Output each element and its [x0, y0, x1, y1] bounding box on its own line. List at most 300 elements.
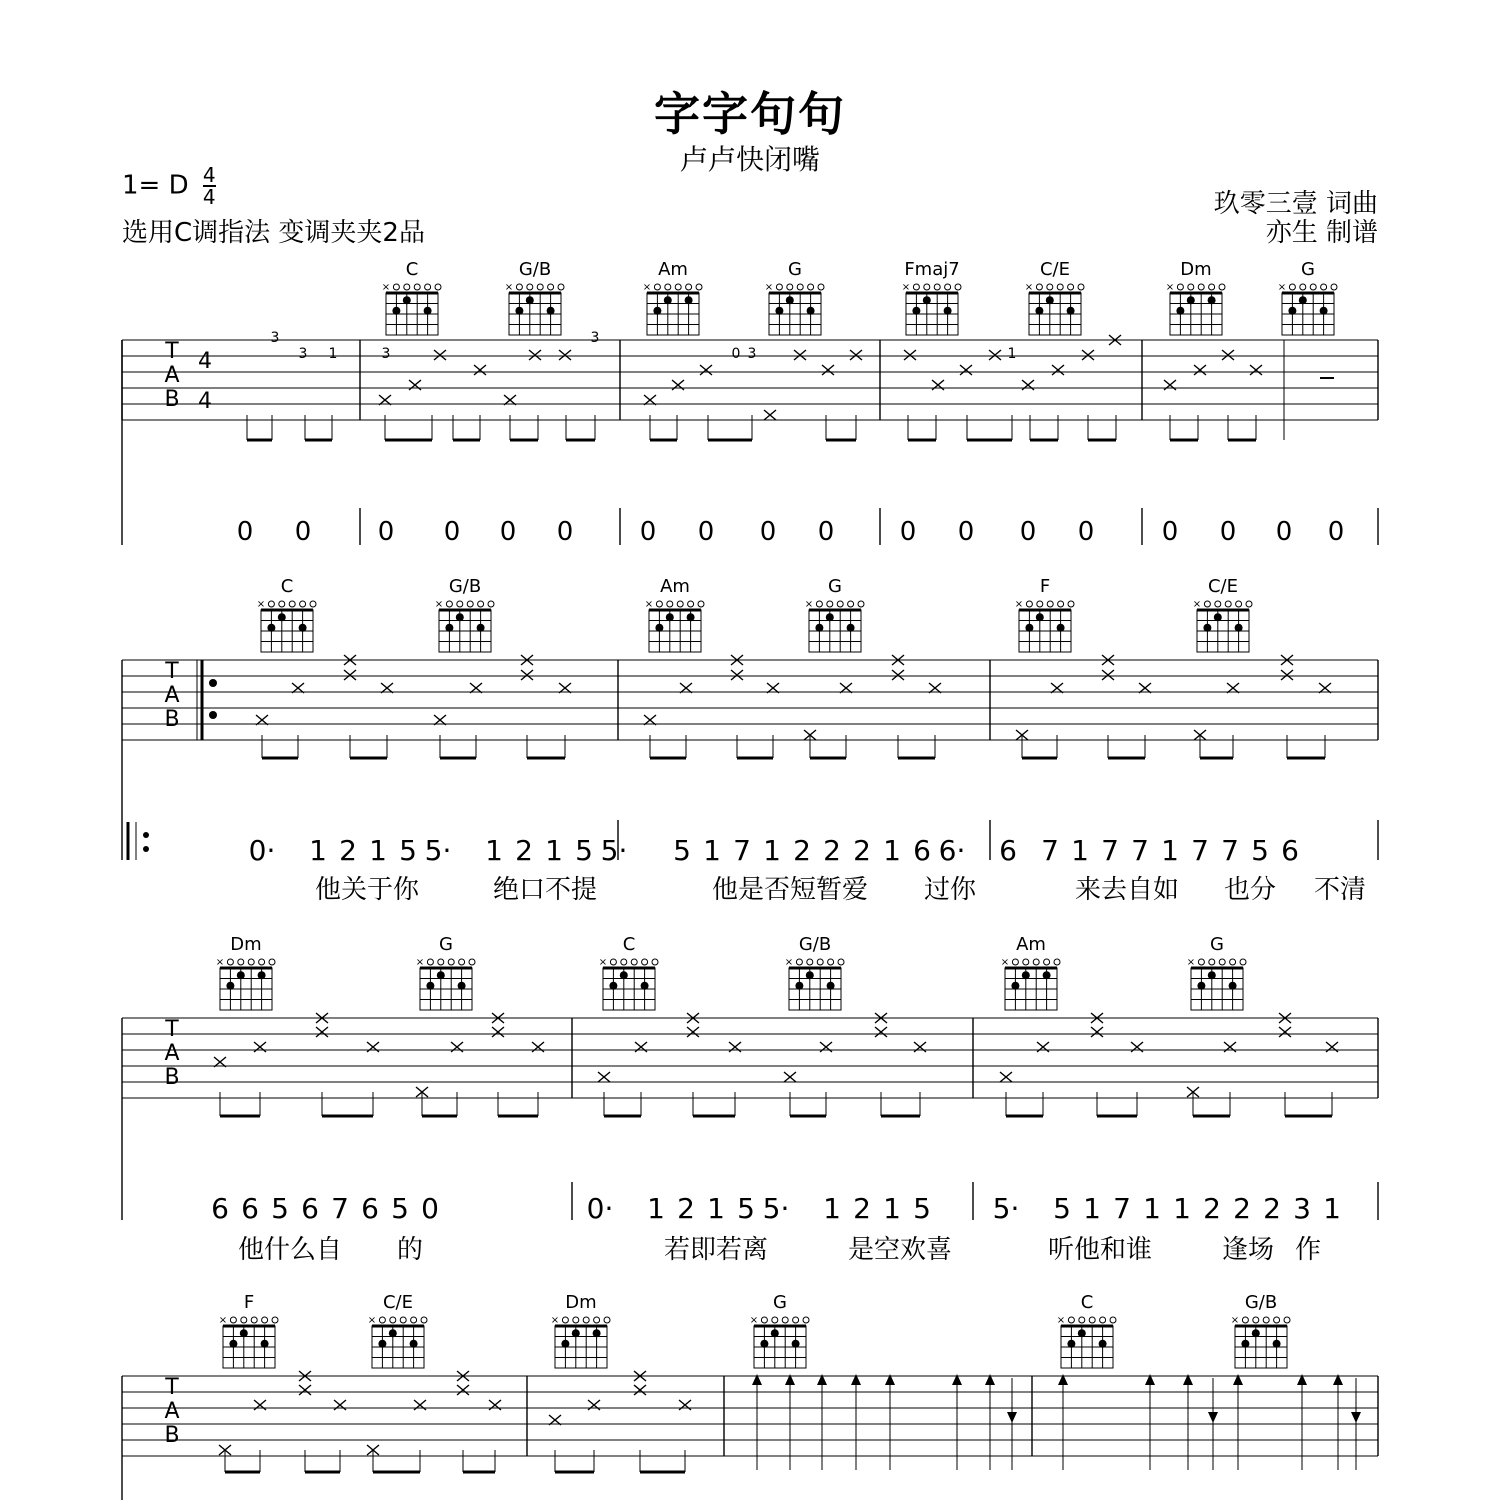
tab-note-x	[904, 350, 916, 360]
open-string	[379, 1317, 385, 1323]
chord-dot	[240, 1329, 248, 1337]
muted-string: ×	[367, 1315, 377, 1326]
repeat-dot	[209, 679, 217, 687]
open-string	[1209, 959, 1215, 965]
chord-dot	[1214, 613, 1222, 621]
tab-note-x	[457, 1385, 469, 1395]
jianpu-note: 0	[759, 517, 777, 547]
open-string	[573, 1317, 579, 1323]
chord-diagram	[257, 576, 316, 652]
open-string	[913, 284, 919, 290]
open-string	[230, 1317, 236, 1323]
muted-string: ×	[598, 957, 608, 968]
tab-note-x	[1279, 1027, 1291, 1037]
chord-diagram	[1001, 934, 1060, 1010]
open-string	[1079, 1317, 1085, 1323]
tab-note-x	[1250, 365, 1262, 375]
open-string	[414, 284, 420, 290]
open-string	[772, 1317, 778, 1323]
tab-clef-letter: B	[164, 1423, 180, 1448]
chord-dot	[685, 296, 693, 304]
open-string	[1068, 1317, 1074, 1323]
jianpu-note: 1	[883, 834, 901, 867]
open-string	[675, 284, 681, 290]
chord-diagram	[765, 259, 824, 335]
jianpu-note: 6	[301, 1192, 319, 1225]
tab-note-x	[316, 1027, 328, 1037]
open-string	[1263, 1317, 1269, 1323]
tab-note-x	[474, 365, 486, 375]
open-string	[656, 601, 662, 607]
open-string	[677, 601, 683, 607]
chord-name: C/E	[1207, 576, 1239, 597]
tab-staff-2	[122, 659, 1378, 740]
jianpu-note: 5	[399, 834, 417, 867]
tab-note-x	[822, 365, 834, 375]
tab-clef-letter: B	[164, 1065, 180, 1090]
chord-dot	[1022, 971, 1030, 979]
lyric-line: 逢场	[1221, 1235, 1275, 1265]
jianpu-note: 2	[853, 1192, 871, 1225]
jianpu-note: 5·	[992, 1192, 1020, 1225]
tab-note-x	[875, 1027, 887, 1037]
open-string	[1198, 959, 1204, 965]
chord-dot	[760, 1340, 768, 1348]
chord-dot	[410, 1340, 418, 1348]
open-string	[787, 284, 793, 290]
chord-name: Fmaj7	[904, 259, 960, 280]
muted-string: ×	[642, 282, 652, 293]
open-string	[1078, 284, 1084, 290]
open-string	[667, 601, 673, 607]
open-string	[1215, 601, 1221, 607]
chord-name: G	[788, 259, 802, 280]
chord-name: C	[622, 934, 636, 955]
muted-string: ×	[1186, 957, 1196, 968]
open-string	[1047, 601, 1053, 607]
chord-dot	[1288, 307, 1296, 315]
chord-diagram	[805, 576, 864, 652]
muted-string: ×	[804, 599, 814, 610]
chord-dot	[1241, 1340, 1249, 1348]
open-string	[1230, 959, 1236, 965]
jianpu-note: 1	[763, 834, 781, 867]
chord-dot	[826, 613, 834, 621]
chord-diagram	[505, 259, 564, 335]
open-string	[488, 601, 494, 607]
chord-dot	[944, 307, 952, 315]
chord-dot	[1078, 1329, 1086, 1337]
tab-clef-letter: T	[165, 339, 179, 364]
tab-clef-letter: A	[164, 1399, 180, 1424]
jianpu-note: 7	[1101, 834, 1119, 867]
jianpu-note: 0·	[248, 834, 276, 867]
open-string	[610, 959, 616, 965]
lyric-line: 他是否短暂爱	[711, 875, 869, 905]
jianpu-note: 0	[377, 517, 395, 547]
open-string	[310, 601, 316, 607]
chord-dot	[561, 1340, 569, 1348]
repeat-dot	[143, 846, 149, 852]
chord-dot	[403, 296, 411, 304]
open-string	[818, 284, 824, 290]
open-string	[934, 284, 940, 290]
chord-dot	[261, 1340, 269, 1348]
open-string	[467, 601, 473, 607]
open-string	[1037, 601, 1043, 607]
chord-dot	[620, 971, 628, 979]
chord-dot	[1187, 296, 1195, 304]
open-string	[1225, 601, 1231, 607]
chord-diagram	[1166, 259, 1225, 335]
transcriber: 亦生 制谱	[1265, 218, 1378, 248]
jianpu-note: 2	[793, 834, 811, 867]
open-string	[1054, 959, 1060, 965]
jianpu-note: 0	[556, 517, 574, 547]
jianpu-note: 6	[1281, 834, 1299, 867]
jianpu-note: 3	[1293, 1192, 1311, 1225]
chord-diagram	[551, 1292, 610, 1368]
open-string	[289, 601, 295, 607]
jianpu-note: 5	[737, 1192, 755, 1225]
chord-name: G/B	[1244, 1292, 1278, 1313]
open-string	[1044, 959, 1050, 965]
chord-dot	[424, 307, 432, 315]
jianpu-note: 7	[733, 834, 751, 867]
fret-number: 3	[298, 346, 308, 362]
jianpu-note: 7	[1191, 834, 1209, 867]
jianpu-note: 5	[271, 1192, 289, 1225]
jianpu-note: 1	[309, 834, 327, 867]
chord-dot	[456, 613, 464, 621]
chord-dot	[641, 982, 649, 990]
tab-note-x	[521, 670, 533, 680]
jianpu-note: 0	[697, 517, 715, 547]
chord-dot	[593, 1329, 601, 1337]
song-artist: 卢卢快闭嘴	[679, 143, 820, 176]
jianpu-note: 1	[485, 834, 503, 867]
chord-dot	[426, 982, 434, 990]
open-string	[797, 284, 803, 290]
chord-diagram	[1193, 576, 1252, 652]
tab-note-x	[434, 350, 446, 360]
muted-string: ×	[504, 282, 514, 293]
jianpu-note: 0	[1019, 517, 1037, 547]
jianpu-note: 1	[1071, 834, 1089, 867]
chord-dot	[226, 982, 234, 990]
jianpu-note: 6	[241, 1192, 259, 1225]
jianpu-note: 2	[1263, 1192, 1281, 1225]
muted-string: ×	[1192, 599, 1202, 610]
muted-string: ×	[901, 282, 911, 293]
jianpu-note: 1	[1323, 1192, 1341, 1225]
tab-clef-letter: T	[165, 659, 179, 684]
muted-string: ×	[1056, 1315, 1066, 1326]
open-string	[262, 1317, 268, 1323]
open-string	[955, 284, 961, 290]
chord-dot	[1176, 307, 1184, 315]
jianpu-note: 2	[339, 834, 357, 867]
open-string	[562, 1317, 568, 1323]
open-string	[621, 959, 627, 965]
chord-dot	[1025, 624, 1033, 632]
chord-dot	[572, 1329, 580, 1337]
muted-string: ×	[381, 282, 391, 293]
chord-dot	[1036, 613, 1044, 621]
chord-dot	[392, 307, 400, 315]
open-string	[421, 1317, 427, 1323]
tab-note-x	[764, 410, 776, 420]
open-string	[1219, 284, 1225, 290]
tab-clef-letter: A	[164, 683, 180, 708]
open-string	[652, 959, 658, 965]
jianpu-note: 6·	[938, 834, 966, 867]
muted-string: ×	[1230, 1315, 1240, 1326]
chord-diagram	[902, 259, 961, 335]
chord-dot	[1099, 1340, 1107, 1348]
muted-string: ×	[1165, 282, 1175, 293]
jianpu-note: 5·	[600, 834, 628, 867]
tab-note-x	[731, 670, 743, 680]
chord-dot	[795, 982, 803, 990]
tab-note-x	[529, 350, 541, 360]
tab-time-bottom: 4	[198, 389, 212, 414]
tab-time-top: 4	[198, 349, 212, 374]
jianpu-note: 5·	[762, 1192, 790, 1225]
open-string	[404, 284, 410, 290]
chord-name: F	[1039, 576, 1051, 597]
open-string	[1188, 284, 1194, 290]
open-string	[828, 959, 834, 965]
open-string	[448, 959, 454, 965]
open-string	[945, 284, 951, 290]
open-string	[548, 284, 554, 290]
chord-dot	[806, 971, 814, 979]
repeat-dot	[209, 711, 217, 719]
chord-diagram	[1015, 576, 1074, 652]
chord-diagram	[216, 934, 275, 1010]
jianpu-note: 5	[1053, 1192, 1071, 1225]
chord-name: G	[773, 1292, 787, 1313]
tab-note-x	[1000, 1072, 1012, 1082]
open-string	[807, 959, 813, 965]
tab-staff-4	[122, 1375, 1378, 1456]
open-string	[1047, 284, 1053, 290]
tab-note-x	[794, 350, 806, 360]
open-string	[427, 959, 433, 965]
open-string	[1036, 284, 1042, 290]
open-string	[537, 284, 543, 290]
jianpu-note: 1	[883, 1192, 901, 1225]
chord-dot	[237, 971, 245, 979]
jianpu-note: 6	[211, 1192, 229, 1225]
tab-note-x	[1281, 670, 1293, 680]
lyric-line: 也分	[1223, 875, 1277, 905]
lyric-line: 他关于你	[314, 875, 420, 905]
tab-note-x	[299, 1385, 311, 1395]
open-string	[1274, 1317, 1280, 1323]
jianpu-note: 6	[361, 1192, 379, 1225]
chord-dot	[1208, 296, 1216, 304]
open-string	[698, 601, 704, 607]
repeat-dot	[143, 832, 149, 838]
open-string	[459, 959, 465, 965]
lyric-line: 若即若离	[663, 1235, 769, 1265]
chord-dot	[1299, 296, 1307, 304]
chord-diagram	[416, 934, 475, 1010]
open-string	[924, 284, 930, 290]
jianpu-note: 5	[1251, 834, 1269, 867]
chord-name: G	[439, 934, 453, 955]
open-string	[1321, 284, 1327, 290]
open-string	[827, 601, 833, 607]
chord-dot	[1035, 307, 1043, 315]
time-bottom: 4	[202, 185, 216, 209]
open-string	[838, 959, 844, 965]
open-string	[248, 959, 254, 965]
chord-dot	[923, 296, 931, 304]
chord-name: Am	[658, 259, 688, 280]
open-string	[469, 959, 475, 965]
muted-string: ×	[764, 282, 774, 293]
fret-number: 1	[328, 346, 338, 362]
tab-clef-letter: T	[165, 1017, 179, 1042]
open-string	[279, 601, 285, 607]
fret-number: 3	[590, 330, 600, 346]
chord-dot	[1011, 982, 1019, 990]
tab-note-x	[1082, 350, 1094, 360]
chord-diagram	[219, 1292, 278, 1368]
fret-number: 0	[731, 346, 741, 362]
open-string	[516, 284, 522, 290]
muted-string: ×	[215, 957, 225, 968]
chord-name: G/B	[798, 934, 832, 955]
open-string	[558, 284, 564, 290]
chord-name: Am	[660, 576, 690, 597]
jianpu-note: 1	[703, 834, 721, 867]
open-string	[654, 284, 660, 290]
jianpu-note: 7	[331, 1192, 349, 1225]
jianpu-note: 2	[515, 834, 533, 867]
fret-number: 3	[270, 330, 280, 346]
lyric-line: 绝口不提	[492, 875, 598, 905]
tab-note-x	[1222, 350, 1234, 360]
jianpu-note: 0·	[586, 1192, 614, 1225]
muted-string: ×	[550, 1315, 560, 1326]
chord-diagram	[1187, 934, 1246, 1010]
jianpu-note: 5	[913, 1192, 931, 1225]
jianpu-note: 7	[1221, 834, 1239, 867]
lyric-line: 作	[1294, 1235, 1322, 1265]
open-string	[686, 284, 692, 290]
open-string	[411, 1317, 417, 1323]
chord-dot	[775, 307, 783, 315]
chord-diagram	[643, 259, 702, 335]
chord-dot	[1252, 1329, 1260, 1337]
open-string	[1300, 284, 1306, 290]
muted-string: ×	[1024, 282, 1034, 293]
jianpu-note: 1	[545, 834, 563, 867]
open-string	[1289, 284, 1295, 290]
lyric-line: 过你	[923, 875, 977, 905]
jianpu-note: 0	[443, 517, 461, 547]
fret-number: 3	[747, 346, 757, 362]
jianpu-note: 1	[823, 1192, 841, 1225]
chord-name: G/B	[518, 259, 552, 280]
chord-dot	[229, 1340, 237, 1348]
open-string	[583, 1317, 589, 1323]
muted-string: ×	[1277, 282, 1287, 293]
lyric-line: 听他和谁	[1047, 1235, 1153, 1265]
open-string	[478, 601, 484, 607]
chord-dot	[1043, 971, 1051, 979]
chord-diagram	[1231, 1292, 1290, 1368]
open-string	[393, 284, 399, 290]
jianpu-note: 0	[1275, 517, 1293, 547]
chord-name: G	[1210, 934, 1224, 955]
open-string	[796, 959, 802, 965]
chord-dot	[1273, 1340, 1281, 1348]
chord-dot	[458, 982, 466, 990]
open-string	[259, 959, 265, 965]
chord-dot	[515, 307, 523, 315]
open-string	[1033, 959, 1039, 965]
chord-dot	[278, 613, 286, 621]
jianpu-note: 5	[673, 834, 691, 867]
open-string	[400, 1317, 406, 1323]
open-string	[803, 1317, 809, 1323]
open-string	[1012, 959, 1018, 965]
open-string	[241, 1317, 247, 1323]
chord-dot	[437, 971, 445, 979]
chord-name: Am	[1016, 934, 1046, 955]
tab-note-x	[687, 1027, 699, 1037]
open-string	[1068, 284, 1074, 290]
chord-dot	[1046, 296, 1054, 304]
jianpu-note: 5·	[424, 834, 452, 867]
chord-diagram	[785, 934, 844, 1010]
tab-note-x	[559, 350, 571, 360]
open-string	[1068, 601, 1074, 607]
tab-note-x	[492, 1027, 504, 1037]
tab-note-x	[598, 1072, 610, 1082]
jianpu-note: 0	[1077, 517, 1095, 547]
chord-name: C/E	[382, 1292, 414, 1313]
jianpu-note: 1	[1143, 1192, 1161, 1225]
song-title: 字字句句	[654, 87, 846, 141]
tab-note-x	[1091, 1027, 1103, 1037]
chord-dot	[445, 624, 453, 632]
jianpu-note: 2	[853, 834, 871, 867]
jianpu-note: 0	[499, 517, 517, 547]
muted-string: ×	[218, 1315, 228, 1326]
open-string	[1253, 1317, 1259, 1323]
muted-string: ×	[644, 599, 654, 610]
chord-dot	[1203, 624, 1211, 632]
chord-dot	[1067, 307, 1075, 315]
open-string	[425, 284, 431, 290]
tab-note-x	[1052, 365, 1064, 375]
chord-name: F	[243, 1292, 255, 1313]
chord-name: G	[1301, 259, 1315, 280]
capo-note: 选用C调指法 变调夹夹2品	[122, 218, 425, 248]
open-string	[604, 1317, 610, 1323]
chord-dot	[389, 1329, 397, 1337]
open-string	[527, 284, 533, 290]
open-string	[1284, 1317, 1290, 1323]
chord-dot	[771, 1329, 779, 1337]
tab-note-x	[989, 350, 1001, 360]
